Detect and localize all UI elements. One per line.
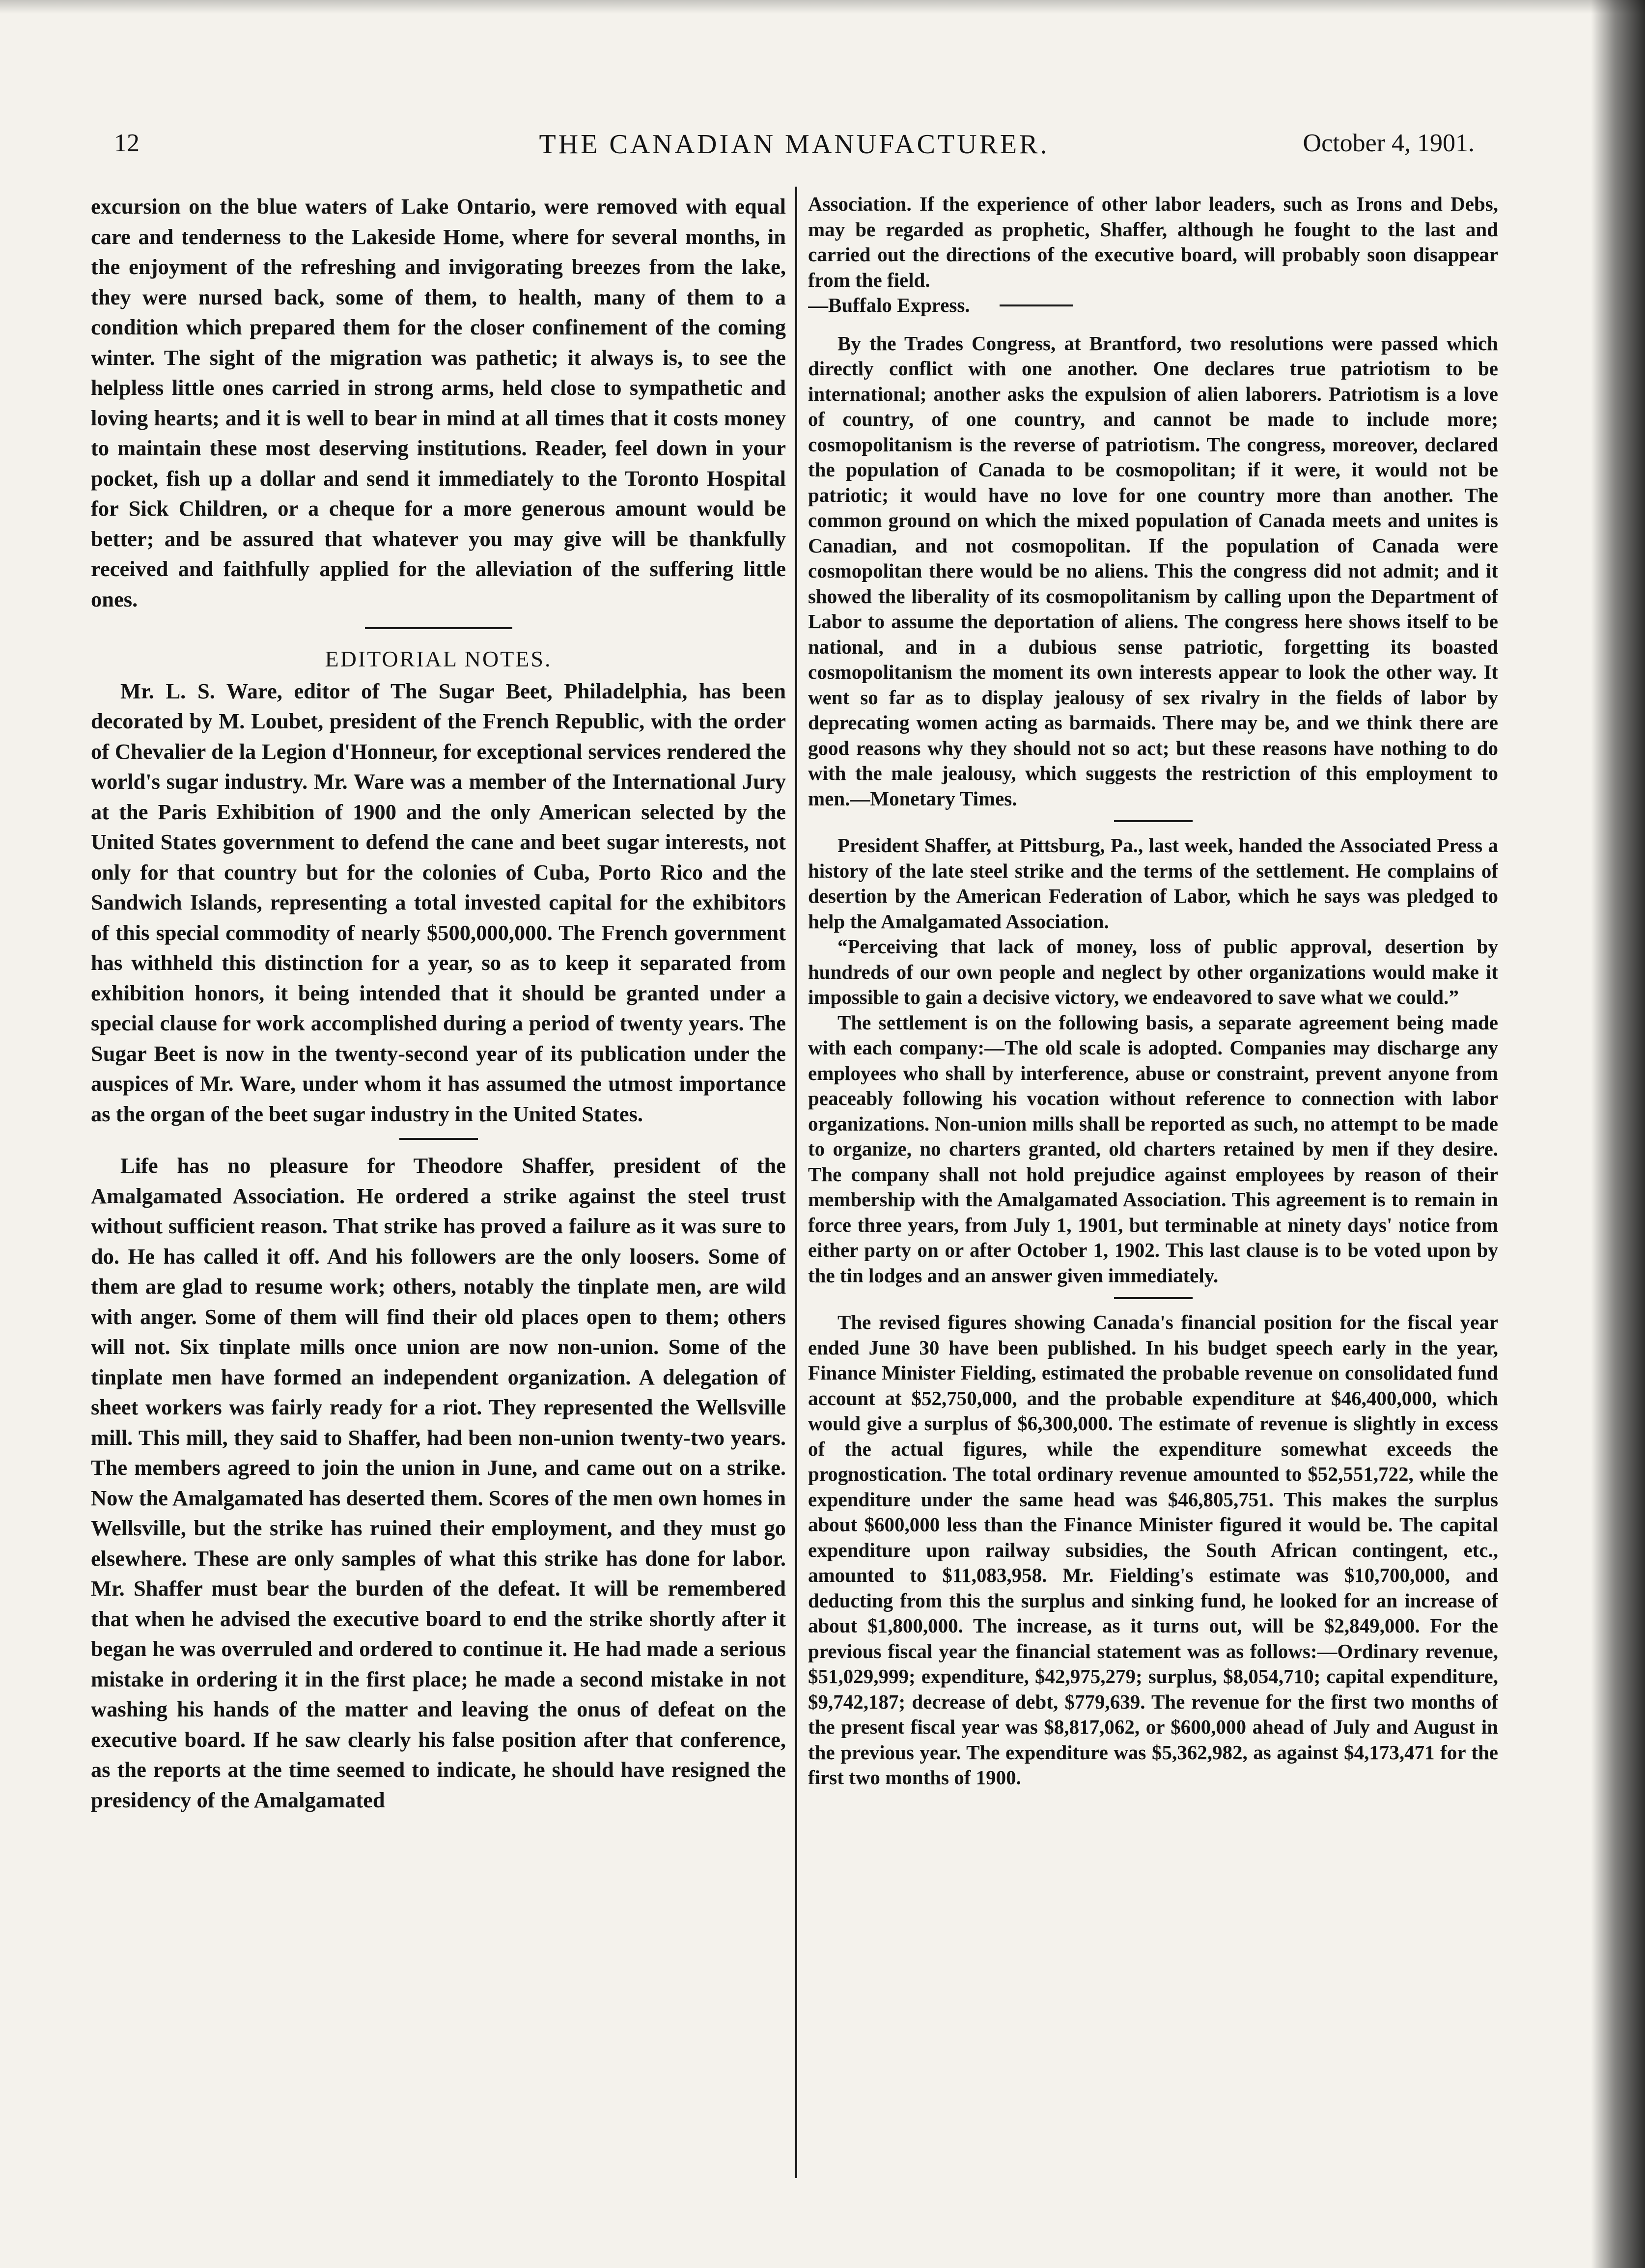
article-paragraph: The revised figures showing Canada's financial position for the fiscal year ended June 30 have been published. In his budget speech early in the year, Finance Minister Fielding, estimated the probable revenue on consolidated fund account at $52,750,000, and the probable expenditure at $46,400,000, which would give a surplus of $6,300,000. The estimate of revenue is slightly in excess of the actual figures, while the expenditure somewhat exceeds the prognostication. The total ordinary revenue amounted to $52,551,722, while the expenditure under the same head was $46,805,751. This makes the surplus about $600,000 less than the Finance Minister figured it would be. The capital expenditure upon railway subsidies, the South African contingent, etc., amounted to $11,083,958. Mr. Fielding's estimate was $10,700,000, and deducting from this the surplus and sinking fund, he looked for an increase of about $1,800,000. The increase, as it turns out, will be $2,849,000. For the previous fiscal year the financial statement was as follows:—Ordinary revenue, $51,029,999; expenditure, $42,975,279; surplus, $8,054,710; capital expenditure, $9,742,187; decrease of debt, $779,639. The revenue for the first two months of the present fiscal year was $8,817,062, or $600,000 ahead of July and August in the previous year. The expenditure was $5,362,982, as against $4,173,471 for the first two months of 1900. [808,1311,1498,1789]
publication-title: THE CANADIAN MANUFACTURER. [539,129,1050,160]
quoted-paragraph: “Perceiving that lack of money, loss of public approval, desertion by hundreds of our own people and neglect by other organizations would make it impossible to gain a decisive victory, we endeavored to save what we could.” [808,935,1498,1008]
section-heading: EDITORIAL NOTES. [325,646,552,671]
page-header [114,129,1475,163]
article-paragraph: President Shaffer, at Pittsburg, Pa., last week, handed the Associated Press a history of the late steel strike and the terms of the settlement. He complains of desertion by the American Federation of Labor, which he says was pledged to help the Amalgamated Association. [808,834,1498,933]
article-paragraph: The settlement is on the following basis, a separate agreement being made with each company:—The old scale is adopted. Companies may discharge any employees who shall by interference, abuse or constraint, prevent anyone from peaceably following his vocation without reference to connection with labor organizations. Non-union mills shall be reported as such, no attempt to be made to organize, no charters granted, old charters retained by men if they desire. The company shall not hold prejudice against employees by reason of their membership with the Amalgamated Association. This agreement is to remain in force three years, from July 1, 1901, but terminable at ninety days' notice from either party on or after October 1, 1902. This last clause is to be voted upon by the tin lodges and an answer given immediately. [808,1011,1498,1287]
issue-date: October 4, 1901. [1303,129,1475,157]
section-rule [1000,304,1073,306]
article-paragraph: By the Trades Congress, at Brantford, two resolutions were passed which directly conflict with one another. One declares true patriotism to be international; another asks the expulsion of alien laborers. Patriotism is a love of country, of one country, and cannot be made to include more; cosmopolitanism is the reverse of patriotism. The congress, moreover, declared the population of Canada to be cosmopolitan; if it were, it would not be patriotic; it would have no love for one country more than another. The common ground on which the mixed population of Canada meets and unites is Canadian, and not cosmopolitan. If the population of Canada were cosmopolitan there would be no aliens. This the congress did not admit; and it showed the liberality of its cosmopolitanism by calling upon the Department of Labor to assume the deportation of aliens. The congress here shows itself to be national, and in a dubious sense patriotic, forgetting its boasted cosmopolitanism the moment its own interests appear to look the other way. It went so far as to display jealousy of sex rivalry in the fields of labor by deprecating women acting as barmaids. There may be, and we think there are good reasons why they should not so act; but these reasons have nothing to do with the male jealousy, which suggests the restriction of this employment to men.—Monetary Times. [808,332,1498,810]
article-citation: —Buffalo Express. [808,294,970,316]
page-edge-shadow [1591,0,1645,2268]
left-column [91,192,786,2176]
section-rule [1114,820,1193,822]
article-paragraph: Mr. L. S. Ware, editor of The Sugar Beet, Philadelphia, has been decorated by M. Loubet, president of the French Republic, with the order of Chevalier de la Legion d'Honneur, for exceptional services rendered the world's sugar industry. Mr. Ware was a member of the International Jury at the Paris Exhibition of 1900 and the only American selected by the United States government to defend the cane and beet sugar interests, not only for that country but for the colonies of Cuba, Porto Rico and the Sandwich Islands, representing a total invested capital for the exhibitors of this special commodity of nearly $500,000,000. The French government has withheld this distinction for a year, so as to keep it separated from exhibition honors, it being intended that it should be granted under a special clause for work accomplished during a period of twenty years. The Sugar Beet is now in the twenty-second year of its publication under the auspices of Mr. Ware, under whom it has assumed the utmost importance as the organ of the beet sugar industry in the United States. [91,678,786,1126]
section-rule [365,627,512,629]
page-top-shadow [0,0,1645,14]
section-rule [399,1138,478,1140]
right-column [808,192,1498,2176]
article-paragraph: excursion on the blue waters of Lake Ontario, were removed with equal care and tenderness to the Lakeside Home, where for several months, in the enjoyment of the refreshing and invigorating breezes from the lake, they were nursed back, some of them, to health, many of them to a condition which prepared them for the closer confinement of the coming winter. The sight of the migration was pathetic; it always is, to see the helpless little ones carried in strong arms, held close to sympathetic and loving hearts; and it is well to bear in mind at all times that it costs money to maintain these most deserving institutions. Reader, feel down in your pocket, fish up a dollar and send it immediately to the Toronto Hospital for Sick Children, or a cheque for a more generous amount would be better; and be assured that whatever you may give will be thankfully received and faithfully applied for the alleviation of the suffering little ones. [91,194,786,611]
article-paragraph: Association. If the experience of other labor leaders, such as Irons and Debs, may be regarded as prophetic, Shaffer, although he fought to the last and carried out the directions of the executive board, will probably soon disappear from the field. [808,193,1498,291]
column-divider [795,187,797,2178]
citation-line [808,293,1498,318]
article-paragraph: Life has no pleasure for Theodore Shaffer, president of the Amalgamated Association. He ordered a strike against the steel trust without sufficient reason. That strike has proved a failure as it was sure to do. He has called it off. And his followers are the only loosers. Some of them are glad to resume work; others, notably the tinplate men, are wild with anger. Some of them will find their old places open to them; others will not. Six tinplate mills once union are now non-union. Some of the tinplate men have formed an independent organization. A delegation of sheet workers was fairly ready for a riot. They represented the Wellsville mill. This mill, they said to Shaffer, had been non-union twenty-two years. The members agreed to join the union in June, and came out on a strike. Now the Amalgamated has deserted them. Scores of the men own homes in Wellsville, but the strike has ruined their employment, and they must go elsewhere. These are only samples of what this strike has done for labor. Mr. Shaffer must bear the burden of the defeat. It will be remembered that when he advised the executive board to end the strike shortly after it began he was overruled and ordered to continue it. He had made a serious mistake in ordering it in the first place; he made a second mistake in not washing his hands of the matter and leaving the onus of defeat on the executive board. If he saw clearly his false position after that conference, as the reports at the time seemed to indicate, he should have resigned the presidency of the Amalgamated [91,1153,786,1812]
section-rule [1114,1297,1193,1299]
page-number: 12 [114,129,139,157]
